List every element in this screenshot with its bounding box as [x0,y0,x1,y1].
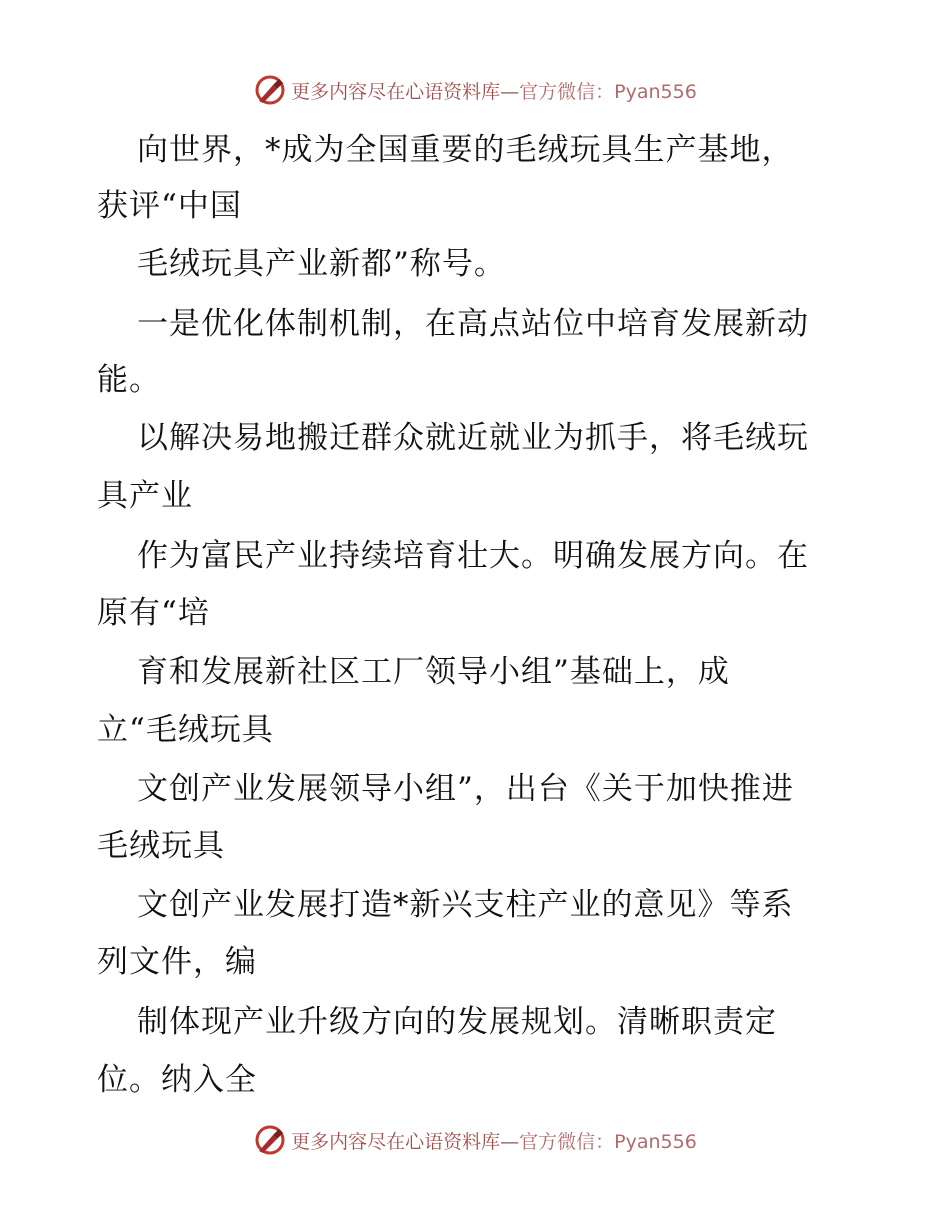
header-watermark [0,70,950,110]
watermark-main: 更多内容尽在心语资料库 [291,1130,501,1153]
text-line: 立“毛绒玩具 [97,712,274,748]
text-line: 原有“培 [97,595,210,631]
text-line: 以解决易地搬迁群众就近就业为抓手，将毛绒玩 [137,420,809,456]
watermark-text [291,77,697,104]
pen-logo-icon [253,73,287,107]
text-line: 毛绒玩具产业新都”称号。 [137,246,506,282]
text-line: 获评“中国 [97,188,242,224]
text-line: 具产业 [97,478,193,514]
text-line: 制体现产业升级方向的发展规划。清晰职责定 [137,1004,777,1040]
text-line: 育和发展新社区工厂领导小组”基础上，成 [137,654,730,690]
text-line: 列文件，编 [97,944,257,980]
watermark-main: 更多内容尽在心语资料库 [291,80,501,103]
pen-logo-icon [253,1123,287,1157]
watermark-text [291,1127,697,1154]
footer-watermark [0,1120,950,1160]
watermark-wechat: 官方微信：Pyan556 [519,80,697,103]
text-line: 毛绒玩具 [97,828,225,864]
text-line: 文创产业发展领导小组”，出台《关于加快推进 [137,771,794,807]
text-line: 一是优化体制机制，在高点站位中培育发展新动 [137,306,809,342]
watermark-wechat: 官方微信：Pyan556 [519,1130,697,1153]
text-line: 文创产业发展打造*新兴支柱产业的意见》等系 [137,887,794,923]
watermark-separator: — [500,1130,520,1153]
text-line: 能。 [97,362,161,398]
text-line: 位。纳入全 [97,1062,257,1098]
watermark-separator: — [500,80,520,103]
text-line: 向世界，*成为全国重要的毛绒玩具生产基地， [137,132,794,168]
text-line: 作为富民产业持续培育壮大。明确发展方向。在 [137,538,809,574]
